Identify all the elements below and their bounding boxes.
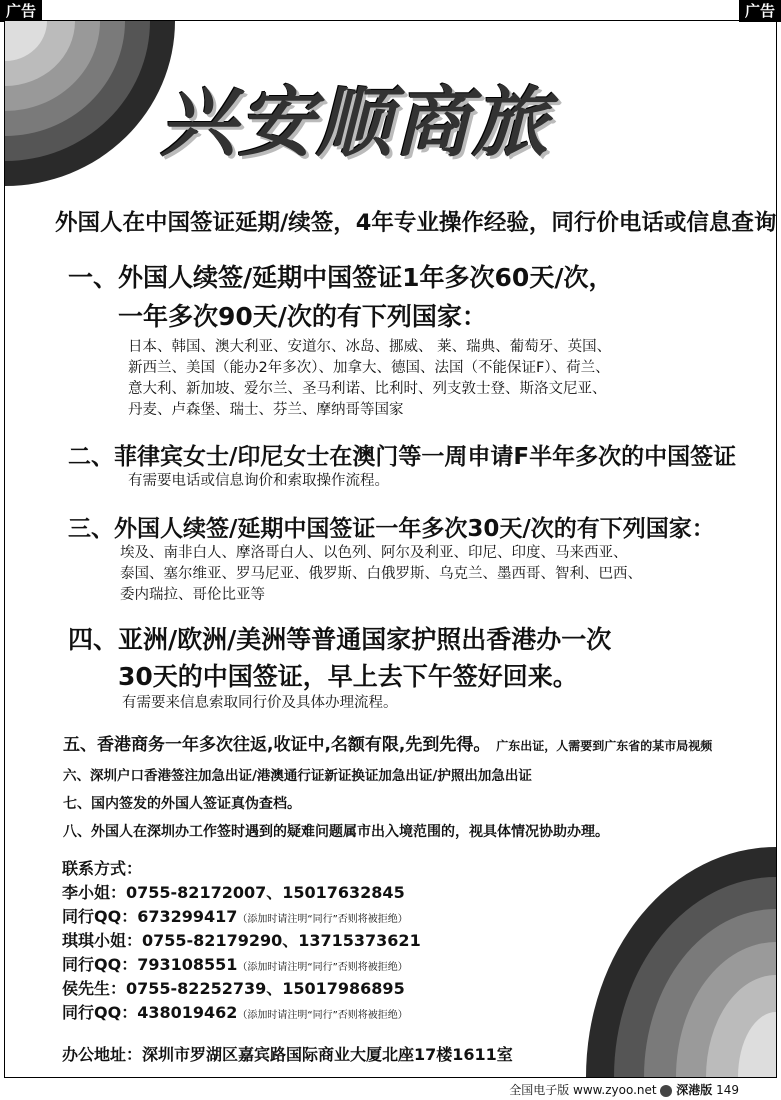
- section-3-country-list: [120, 543, 642, 606]
- section-5: [63, 730, 712, 755]
- section-4-note: 有需要来信息索取同行价及具体办理流程。: [122, 695, 398, 711]
- section-5-detail: 广东出证，人需要到广东省的某市局视频: [496, 739, 713, 753]
- section-3-heading: 三、外国人续签/延期中国签证一年多次30天/次的有下列国家：: [68, 516, 715, 542]
- page-footer: [509, 1081, 739, 1098]
- ad-tag-right: 广告: [739, 0, 781, 22]
- section-6: 六、深圳户口香港签注加急出证/港澳通行证新证换证加急出证/护照出加急出证: [63, 768, 532, 784]
- section-2-note: 有需要电话或信息询价和索取操作流程。: [128, 473, 389, 489]
- contact-note: （添加时请注明“同行”否则将被拒绝）: [237, 962, 408, 973]
- contact-row: [62, 953, 408, 980]
- list-item: 日本、韩国、澳大利亚、安道尔、冰岛、挪威、 莱、瑞典、葡萄牙、英国、: [128, 339, 612, 355]
- contact-row: [62, 977, 405, 1001]
- section-1-heading-line-2: 一年多次90天/次的有下列国家：: [118, 302, 487, 331]
- section-7: 七、国内签发的外国人签证真伪查档。: [63, 796, 301, 812]
- brand-title: 兴安顺商旅: [160, 78, 550, 167]
- contact-text: 侯先生：0755-82252739、15017986895: [62, 979, 405, 998]
- ad-tag-left: 广告: [0, 0, 42, 22]
- contact-text: 同行QQ：673299417: [62, 907, 238, 926]
- section-1-country-list: [128, 337, 611, 421]
- subtitle: 外国人在中国签证延期/续签，4年专业操作经验，同行价电话或信息查询: [55, 210, 777, 236]
- section-5-main: 五、香港商务一年多次往返,收证中,名额有限,先到先得。: [63, 735, 491, 755]
- contact-row: [62, 1001, 408, 1028]
- contact-row: [62, 929, 421, 953]
- section-8: 八、外国人在深圳办工作签时遇到的疑难问题属市出入境范围的，视具体情况协助办理。: [63, 824, 609, 840]
- contact-text: 同行QQ：438019462: [62, 1003, 238, 1022]
- list-item: 意大利、新加坡、爱尔兰、圣马利诺、比利时、列支敦士登、斯洛文尼亚、: [128, 381, 607, 397]
- section-4-heading-line-1: 四、亚洲/欧洲/美洲等普通国家护照出香港办一次: [68, 625, 612, 654]
- list-item: 委内瑞拉、哥伦比亚等: [120, 587, 265, 603]
- list-item: 泰国、塞尔维亚、罗马尼亚、俄罗斯、白俄罗斯、乌克兰、墨西哥、智利、巴西、: [120, 566, 642, 582]
- contact-row: [62, 881, 405, 905]
- section-1-heading-line-1: 一、外国人续签/延期中国签证1年多次60天/次，: [68, 263, 614, 292]
- contact-text: 同行QQ：793108551: [62, 955, 238, 974]
- contact-row: [62, 905, 408, 932]
- section-2-heading: 二、菲律宾女士/印尼女士在澳门等一周申请F半年多次的中国签证: [68, 444, 737, 470]
- contact-text: 李小姐：0755-82172007、15017632845: [62, 883, 405, 902]
- contact-note: （添加时请注明“同行”否则将被拒绝）: [237, 914, 408, 925]
- logo-icon: [660, 1085, 672, 1097]
- office-address: 办公地址：深圳市罗湖区嘉宾路国际商业大厦北座17楼1611室: [62, 1045, 513, 1064]
- footer-site: 全国电子版 www.zyoo.net: [509, 1083, 657, 1097]
- contact-note: （添加时请注明“同行”否则将被拒绝）: [237, 1010, 408, 1021]
- contact-heading: 联系方式：: [62, 859, 143, 878]
- list-item: 丹麦、卢森堡、瑞士、芬兰、摩纳哥等国家: [128, 402, 404, 418]
- contact-text: 琪琪小姐：0755-82179290、13715373621: [62, 931, 421, 950]
- section-4-heading-line-2: 30天的中国签证，早上去下午签好回来。: [118, 662, 578, 691]
- decorative-arc-bottom-right: [586, 847, 776, 1077]
- list-item: 新西兰、美国（能办2年多次）、加拿大、德国、法国（不能保证F）、荷兰、: [128, 360, 610, 376]
- page-number: 149: [716, 1083, 739, 1097]
- footer-edition: 深港版: [676, 1083, 713, 1097]
- list-item: 埃及、南非白人、摩洛哥白人、以色列、阿尔及利亚、印尼、印度、马来西亚、: [120, 545, 628, 561]
